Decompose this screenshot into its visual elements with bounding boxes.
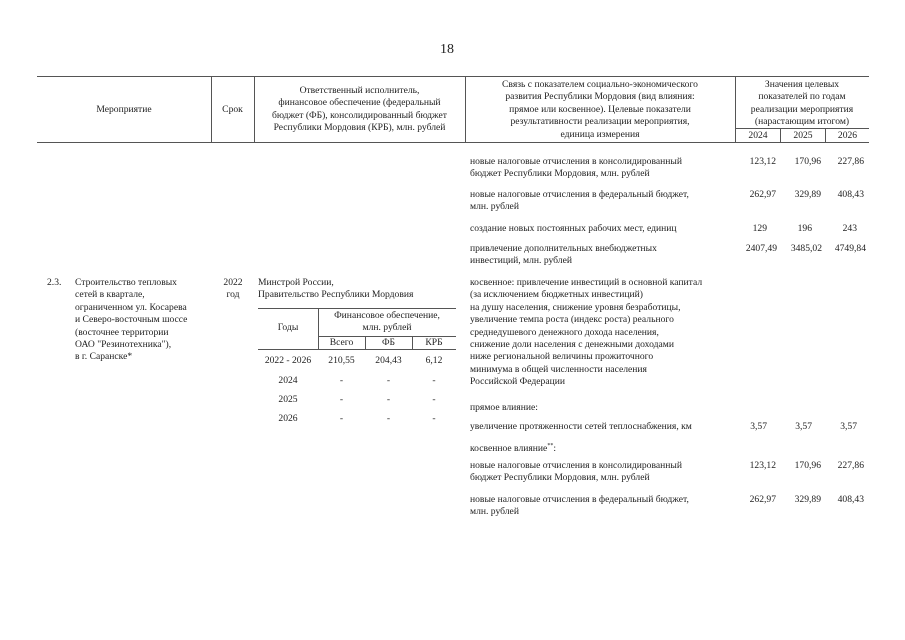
header-indicator: Связь с показателем социально-экономического развития Республики Мордовия (вид влияния: прямое или косвенное). Целевые показатели результативности реализации мероприятия, единица измерения: [502, 79, 698, 140]
finance-total: -: [339, 394, 344, 405]
indicator-value: 129: [752, 223, 767, 234]
item-number: 2.3.: [47, 277, 62, 288]
header-year-2026: 2026: [837, 130, 858, 141]
indicator-value: 329,89: [794, 494, 821, 505]
finance-col-total: Всего: [329, 337, 354, 348]
indirect-influence-label: [470, 440, 556, 456]
finance-total: -: [339, 413, 344, 424]
header-targets: Значения целевых показателей по годам реализации мероприятия (нарастающим итогом): [750, 79, 854, 128]
page-number: 18: [440, 42, 454, 57]
indicator-value: 262,97: [749, 189, 776, 200]
indicator-value: 3,57: [750, 421, 767, 432]
item-title: Строительство тепловых сетей в квартале, ограниченном ул. Косарева и Северо-восточным шоссе (восточнее территории ОАО "Резинотехника"), в г. Саранске*: [75, 277, 188, 363]
indicator-value: 123,12: [749, 460, 776, 471]
indicator-value: 170,96: [794, 460, 821, 471]
finance-col-fb: ФБ: [381, 337, 396, 348]
indicator-text: создание новых постоянных рабочих мест, единиц: [470, 223, 677, 234]
indirect-influence-block: косвенное: привлечение инвестиций в основной капитал (за исключением бюджетных инвестиций) на душу населения, снижение уровня безработицы, увеличение темпа роста (индекс роста) реального среднедушевого денежного дохода населения, снижение доли населения с денежными доходами ниже региональной величины прожиточного минимума в общей численности населения Российской Федерации: [470, 277, 703, 388]
finance-krb: -: [432, 413, 436, 424]
footnote-mark: **: [547, 443, 554, 449]
header-measure: Мероприятие: [96, 104, 152, 115]
indicator-value: 227,86: [837, 156, 864, 167]
indicator-value: 3,57: [840, 421, 857, 432]
indicator-value: 3,57: [795, 421, 812, 432]
item-executor: Минстрой России, Правительство Республики Мордовия: [258, 277, 414, 301]
indicator-value: 123,12: [749, 156, 776, 167]
indicator-value: 227,86: [837, 460, 864, 471]
finance-krb: -: [432, 394, 436, 405]
header-executor: Ответственный исполнитель, финансовое обеспечение (федеральный бюджет (ФБ), консолидированный бюджет Республики Мордовия (КРБ), млн. рублей: [272, 85, 447, 134]
indicator-value: 243: [842, 223, 857, 234]
indicator-text: увеличение протяженности сетей теплоснабжения, км: [470, 421, 692, 432]
finance-fb: -: [386, 394, 391, 405]
direct-influence-label: прямое влияние:: [470, 402, 538, 413]
finance-fb: -: [386, 413, 391, 424]
indicator-text: новые налоговые отчисления в федеральный бюджет, млн. рублей: [470, 189, 689, 213]
finance-fb: 204,43: [375, 355, 402, 366]
finance-fb: -: [386, 375, 391, 386]
finance-total: -: [339, 375, 344, 386]
indirect-influence-text: косвенное влияние: [470, 443, 548, 455]
finance-year: 2024: [278, 375, 298, 386]
indicator-value: 262,97: [749, 494, 776, 505]
header-year-2024: 2024: [748, 130, 768, 141]
header-year-2025: 2025: [793, 130, 813, 141]
indirect-influence-colon: :: [553, 443, 556, 455]
finance-year: 2022 - 2026: [264, 355, 312, 366]
table-top-border: [37, 76, 869, 77]
indicator-value: 2407,49: [745, 243, 777, 254]
indicator-text: новые налоговые отчисления в федеральный бюджет, млн. рублей: [470, 494, 689, 518]
finance-krb: -: [432, 375, 436, 386]
finance-total: 210,55: [328, 355, 355, 366]
finance-top-border: [258, 308, 456, 309]
indicator-value: 408,43: [837, 494, 864, 505]
indicator-value: 329,89: [794, 189, 821, 200]
indicator-value: 4749,84: [834, 243, 866, 254]
indicator-value: 196: [797, 223, 812, 234]
indicator-value: 3485,02: [790, 243, 822, 254]
finance-year: 2025: [278, 394, 298, 405]
finance-col-krb: КРБ: [425, 337, 443, 348]
indicator-text: новые налоговые отчисления в консолидированный бюджет Республики Мордовия, млн. рублей: [470, 460, 682, 484]
indicator-text: привлечение дополнительных внебюджетных инвестиций, млн. рублей: [470, 243, 657, 267]
item-term: 2022 год: [223, 277, 243, 301]
indicator-value: 408,43: [837, 189, 864, 200]
finance-year: 2026: [278, 413, 298, 424]
finance-group-header: Финансовое обеспечение, млн. рублей: [334, 310, 440, 334]
header-term: Срок: [222, 104, 243, 115]
indicator-text: новые налоговые отчисления в консолидированный бюджет Республики Мордовия, млн. рублей: [470, 156, 682, 180]
indicator-value: 170,96: [794, 156, 821, 167]
finance-years-header: Годы: [277, 322, 299, 333]
finance-krb: 6,12: [425, 355, 443, 366]
